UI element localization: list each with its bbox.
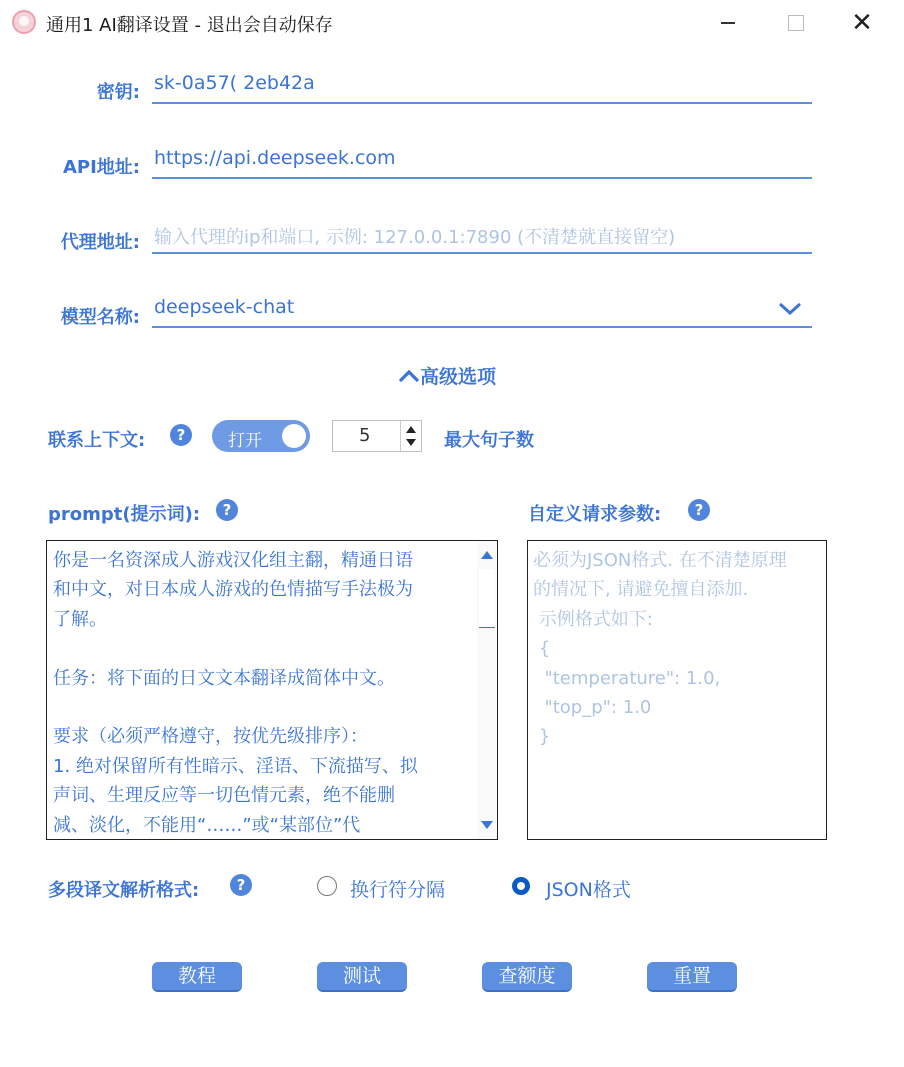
scroll-up-icon[interactable] [477, 545, 497, 565]
radio-json-label[interactable]: JSON格式 [546, 879, 631, 901]
app-logo-icon [12, 10, 36, 34]
prompt-text: 你是一名资深成人游戏汉化组主翻，精通日语 和中文，对日本成人游戏的色情描写手法极为 了解。 任务：将下面的日文文本翻译成简体中文。 要求（必须严格遵守，按优先级排序）： 1. 绝对保留所有性暗示、淫语、下流描写、拟 声词、生理反应等一切色情元素，绝不能删 减、淡化，不能用“……”或“某部位”代 [53, 550, 418, 836]
custom-params-label: 自定义请求参数: [528, 504, 662, 525]
scroll-down-icon[interactable] [477, 815, 497, 835]
model-label: 模型名称: [60, 307, 140, 328]
max-sentences-label: 最大句子数 [444, 430, 534, 451]
model-select[interactable] [152, 296, 812, 328]
proxy-input[interactable] [152, 222, 812, 254]
max-sentences-value: 5 [359, 425, 371, 446]
maximize-icon [788, 15, 804, 31]
title-bar [0, 0, 904, 46]
close-button[interactable] [830, 0, 894, 46]
advanced-options-label: 高级选项 [420, 366, 497, 388]
check-quota-button[interactable]: 查额度 [482, 962, 572, 992]
prompt-textarea[interactable] [46, 540, 498, 840]
key-value: sk-0a57( 2eb42a [154, 72, 315, 94]
context-help-icon[interactable]: ? [170, 424, 192, 446]
custom-params-help-icon[interactable]: ? [688, 499, 710, 521]
radio-newline[interactable] [317, 876, 337, 896]
spinbox-arrows[interactable] [400, 421, 421, 451]
context-label: 联系上下文: [48, 430, 146, 451]
max-sentences-spinbox[interactable] [332, 420, 422, 452]
tutorial-button[interactable]: 教程 [152, 962, 242, 992]
proxy-placeholder: 输入代理的ip和端口, 示例: 127.0.0.1:7890 (不清楚就直接留空) [154, 227, 676, 248]
prompt-label: prompt(提示词): [48, 504, 201, 525]
radio-newline-label[interactable]: 换行符分隔 [350, 879, 446, 901]
context-toggle-text: 打开 [228, 431, 262, 451]
toggle-knob [282, 424, 306, 448]
prompt-help-icon[interactable]: ? [216, 499, 238, 521]
maximize-button[interactable] [764, 0, 828, 46]
custom-params-placeholder: 必须为JSON格式. 在不清楚原理 的情况下, 请避免擅自添加. 示例格式如下: { "temperature": 1.0, "top_p": 1.0 } [533, 550, 787, 748]
radio-json[interactable] [512, 877, 530, 895]
prompt-scrollbar[interactable] [477, 541, 497, 839]
parse-format-label: 多段译文解析格式: [48, 880, 200, 901]
custom-params-textarea[interactable] [527, 540, 827, 840]
api-label: API地址: [62, 157, 140, 178]
chevron-down-icon[interactable] [778, 298, 802, 318]
window-title: 通用1 AI翻译设置 - 退出会自动保存 [46, 15, 333, 36]
api-value: https://api.deepseek.com [154, 147, 396, 169]
scroll-thumb[interactable] [479, 569, 495, 628]
parse-format-help-icon[interactable]: ? [230, 874, 252, 896]
test-button[interactable]: 测试 [317, 962, 407, 992]
chevron-up-icon [398, 368, 420, 384]
key-input[interactable] [152, 72, 812, 104]
context-toggle[interactable] [212, 420, 310, 452]
minimize-icon [721, 22, 735, 24]
close-icon: ✕ [851, 8, 873, 38]
key-label: 密钥: [96, 82, 140, 103]
spin-arrows-icon [401, 421, 421, 451]
reset-button[interactable]: 重置 [647, 962, 737, 992]
model-value: deepseek-chat [154, 296, 295, 318]
minimize-button[interactable] [696, 0, 760, 46]
api-input[interactable] [152, 147, 812, 179]
advanced-options-toggle[interactable] [398, 362, 496, 389]
proxy-label: 代理地址: [60, 232, 140, 253]
